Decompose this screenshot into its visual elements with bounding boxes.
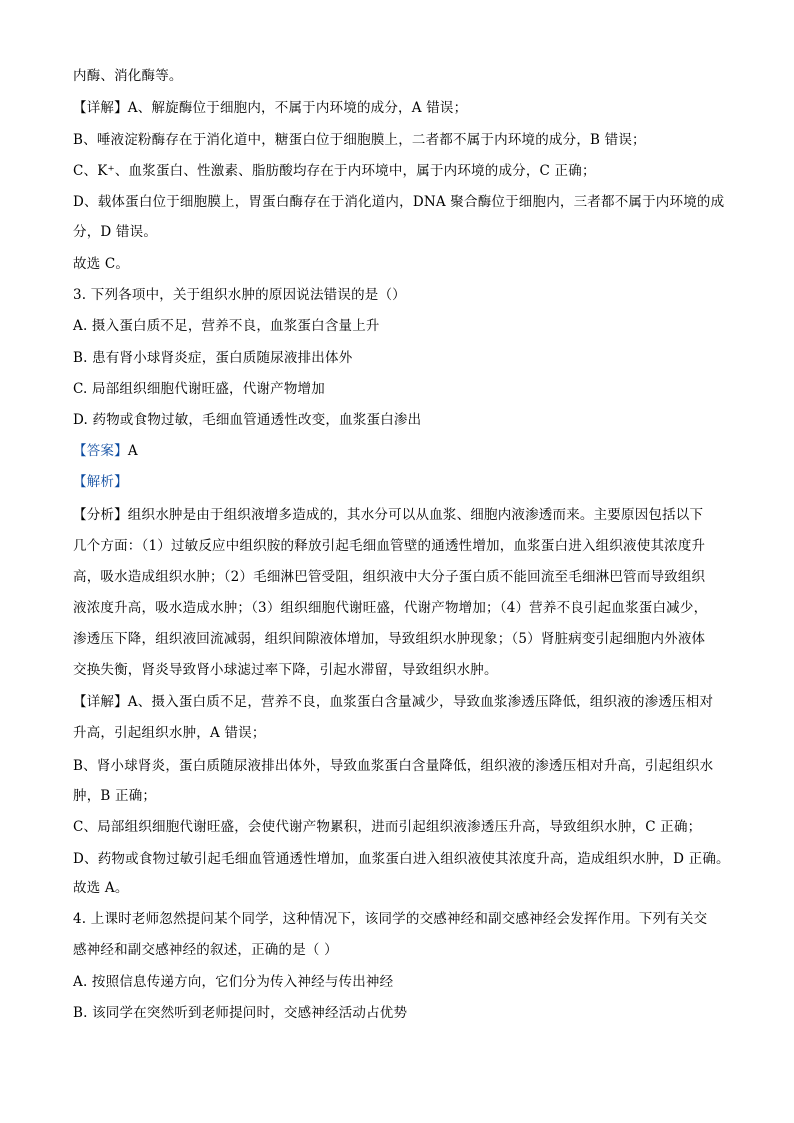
text-line: 故选 C。 bbox=[73, 256, 130, 272]
analysis-heading bbox=[73, 472, 733, 492]
text-line: 内酶、消化酶等。 bbox=[73, 68, 183, 84]
text-line: 【详解】A、摄入蛋白质不足，营养不良，血浆蛋白含量减少，导致血浆渗透压降低，组织液的渗透压相对 bbox=[73, 694, 714, 710]
text-line: B、肾小球肾炎，蛋白质随尿液排出体外，导致血浆蛋白含量降低，组织液的渗透压相对升高，引起组织水 bbox=[73, 758, 714, 774]
question-stem: 3. 下列各项中，关于组织水肿的原因说法错误的是（） bbox=[73, 287, 406, 303]
answer-tag: 【答案】 bbox=[73, 443, 128, 459]
question-stem: 4. 上课时老师忽然提问某个同学，这种情况下，该同学的交感神经和副交感神经会发挥作用。下列有关交 bbox=[73, 911, 708, 927]
text-line: B、唾液淀粉酶存在于消化道中，糖蛋白位于细胞膜上，二者都不属于内环境的成分，B 错误； bbox=[73, 132, 646, 148]
option-b: B. 患有肾小球肾炎症，蛋白质随尿液排出体外 bbox=[73, 350, 353, 366]
text-line: C、局部组织细胞代谢旺盛，会使代谢产物累积，进而引起组织液渗透压升高，导致组织水肿，C 正确； bbox=[73, 819, 702, 835]
option-b: B. 该同学在突然听到老师提问时，交感神经活动占优势 bbox=[73, 1005, 408, 1021]
option-a: A. 按照信息传递方向，它们分为传入神经与传出神经 bbox=[73, 974, 394, 990]
answer-value: A bbox=[127, 443, 138, 459]
text-line: 【分析】组织水肿是由于组织液增多造成的，其水分可以从血浆、细胞内液渗透而来。主要原因包括以下 bbox=[73, 507, 704, 523]
text-line: 【详解】A、解旋酶位于细胞内，不属于内环境的成分，A 错误； bbox=[73, 100, 468, 116]
option-d: D. 药物或食物过敏，毛细血管通透性改变，血浆蛋白渗出 bbox=[73, 412, 422, 428]
text-line: C、K⁺、血浆蛋白、性激素、脂肪酸均存在于内环境中，属于内环境的成分，C 正确； bbox=[73, 163, 596, 179]
option-a: A. 摄入蛋白质不足，营养不良，血浆蛋白含量上升 bbox=[73, 318, 380, 334]
text-line: 渗透压下降，组织液回流减弱，组织间隙液体增加，导致组织水肿现象；（5）肾脏病变引起细胞内外液体 bbox=[73, 631, 706, 647]
answer-line bbox=[73, 441, 733, 461]
text-line: 肿，B 正确； bbox=[73, 788, 157, 804]
text-line: 故选 A。 bbox=[73, 880, 129, 896]
text-line: D、药物或食物过敏引起毛细血管通透性增加，血浆蛋白进入组织液使其浓度升高，造成组织水肿，D 正确。 bbox=[73, 851, 730, 867]
option-c: C. 局部组织细胞代谢旺盛，代谢产物增加 bbox=[73, 381, 325, 397]
text-line: 高，吸水造成组织水肿；（2）毛细淋巴管受阻，组织液中大分子蛋白质不能回流至毛细淋巴管而导致组织 bbox=[73, 569, 706, 585]
analysis-tag: 【解析】 bbox=[73, 474, 128, 490]
text-line: 液浓度升高，吸水造成水肿；（3）组织细胞代谢旺盛，代谢产物增加；（4）营养不良引起血浆蛋白减少， bbox=[73, 600, 708, 616]
text-line: 交换失衡，肾炎导致肾小球滤过率下降，引起水滞留，导致组织水肿。 bbox=[73, 662, 498, 678]
text-line: 分，D 错误。 bbox=[73, 224, 158, 240]
question-stem: 感神经和副交感神经的叙述，正确的是（ ） bbox=[73, 942, 338, 958]
text-line: 几个方面：（1）过敏反应中组织胺的释放引起毛细血管壁的通透性增加，血浆蛋白进入组织液使其浓度升 bbox=[73, 538, 706, 554]
text-line: 升高，引起组织水肿，A 错误； bbox=[73, 725, 266, 741]
text-line: D、载体蛋白位于细胞膜上，胃蛋白酶存在于消化道内，DNA 聚合酶位于细胞内，三者都不属于内环境的成 bbox=[73, 194, 725, 210]
